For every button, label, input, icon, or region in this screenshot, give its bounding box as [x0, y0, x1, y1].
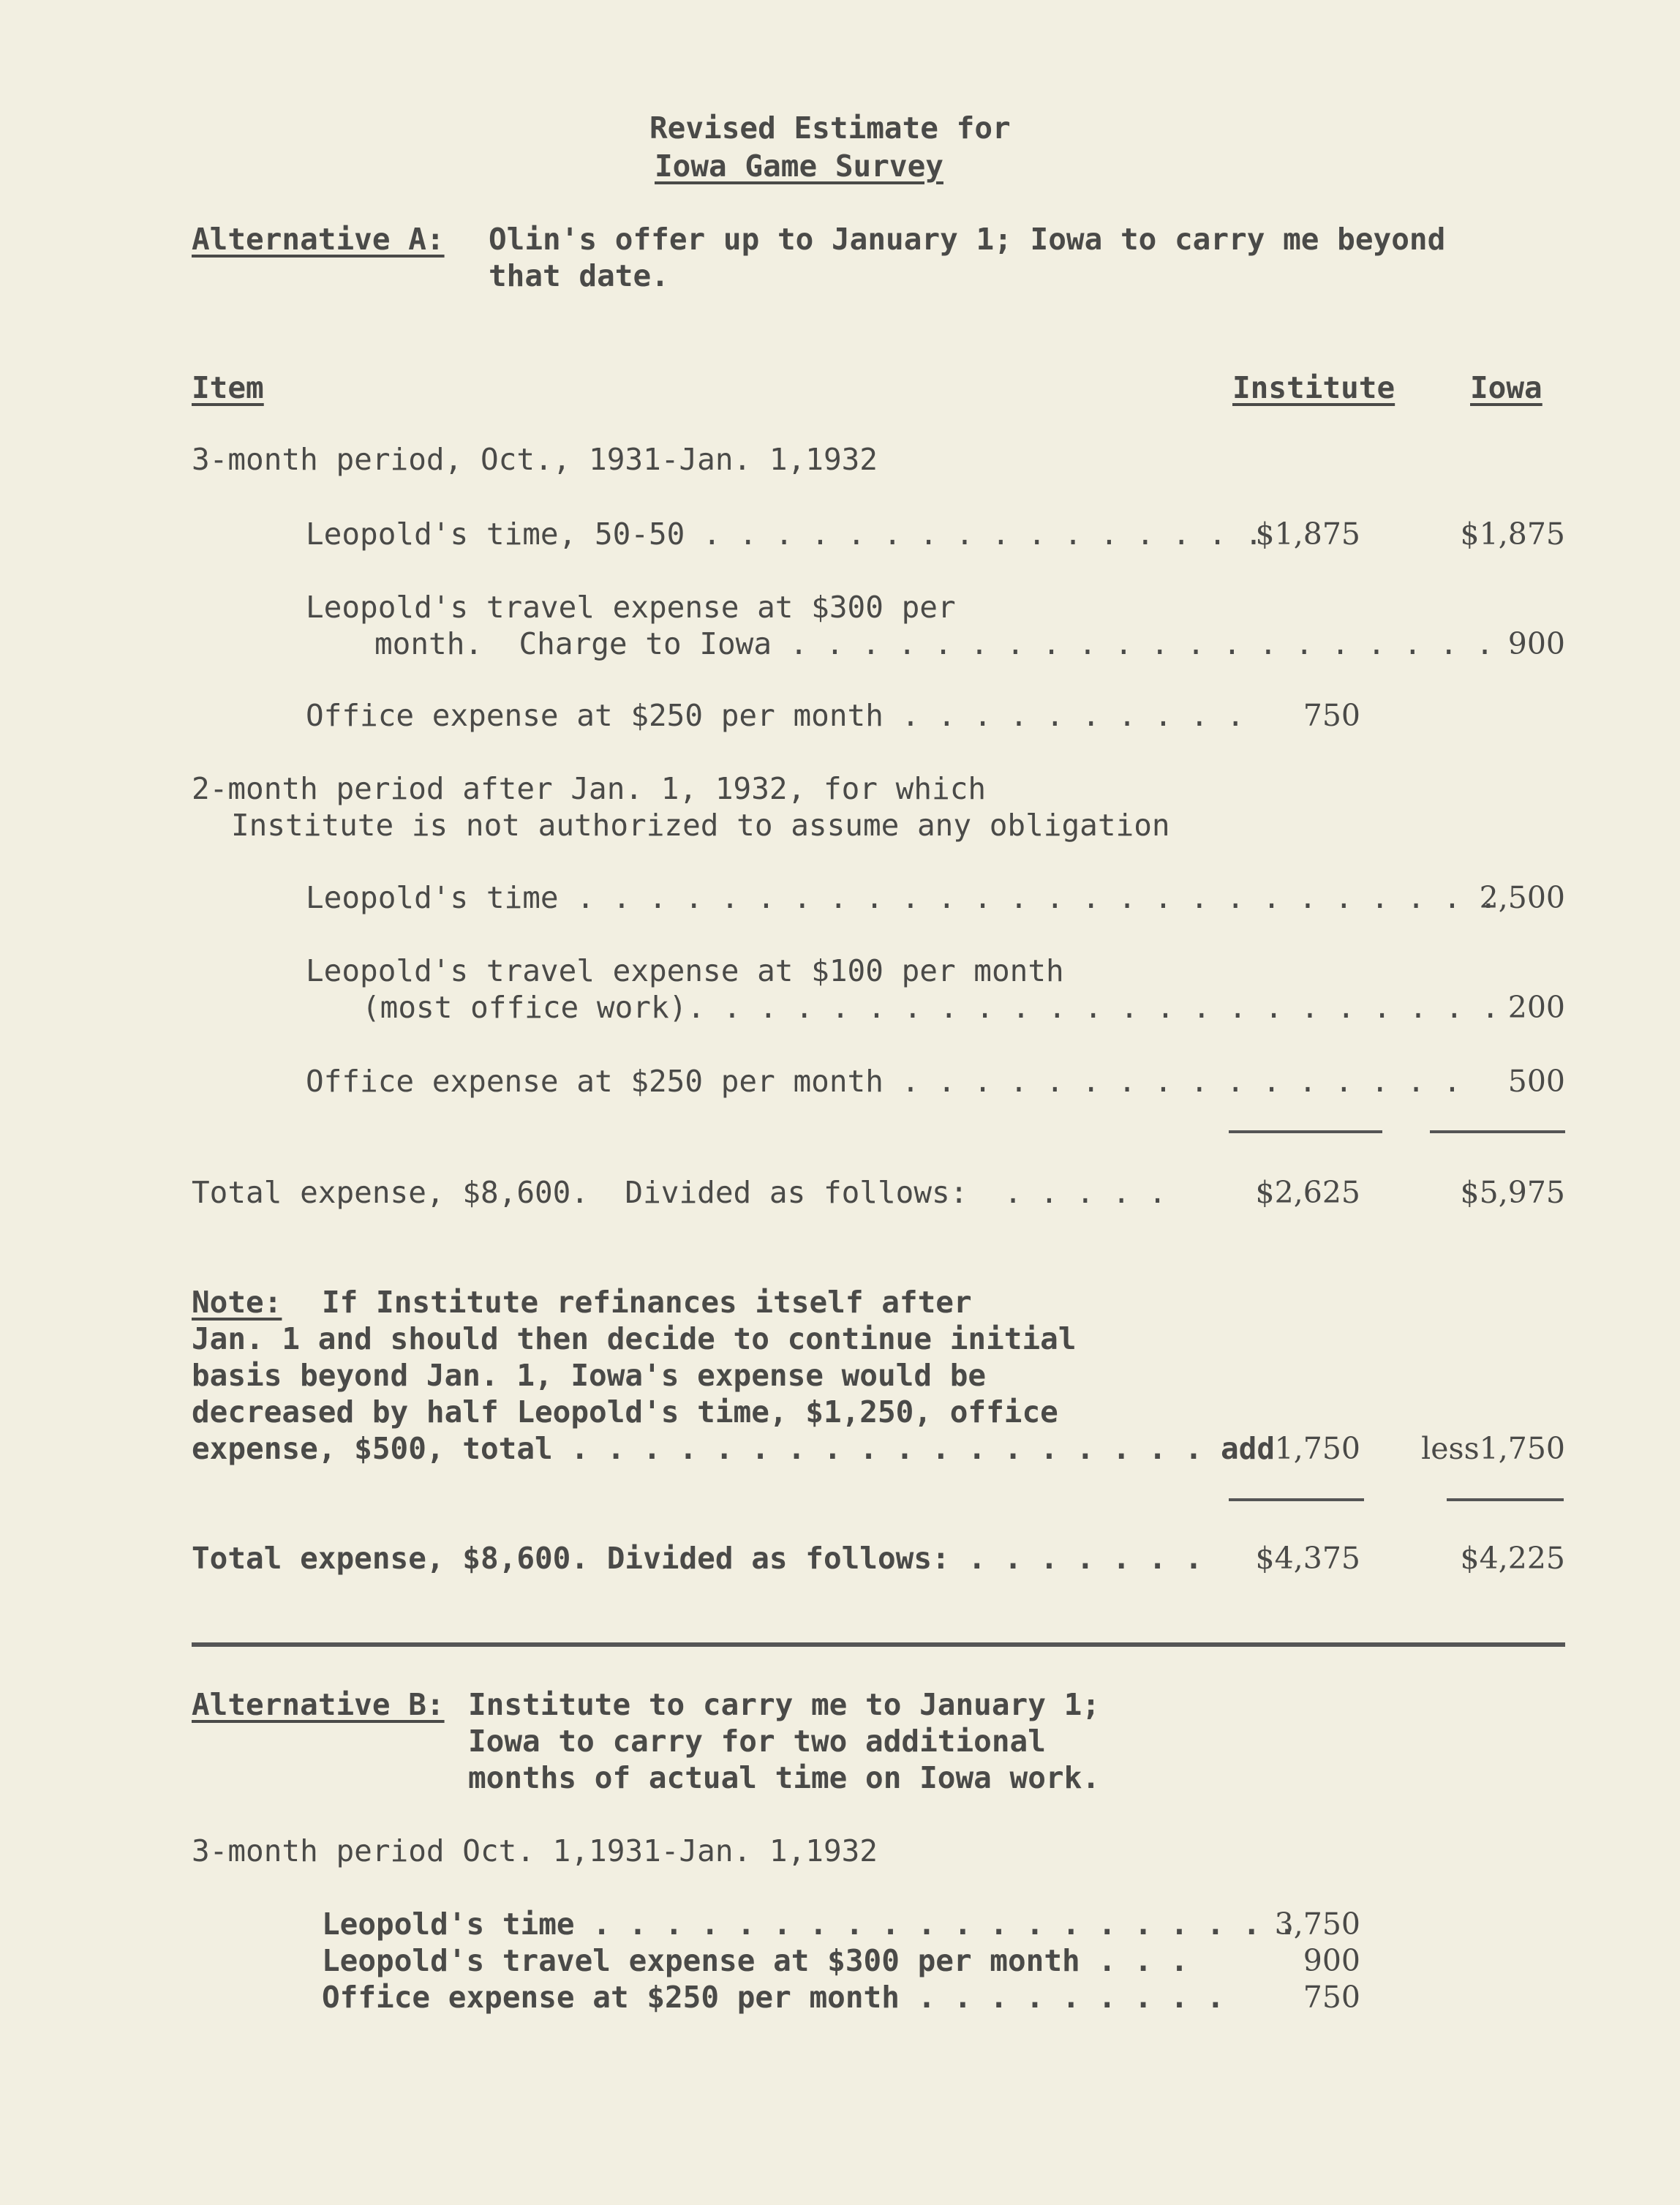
- alt-a-label: Alternative A:: [192, 222, 445, 257]
- period2-office-iowa: 500: [1507, 1064, 1565, 1099]
- period3-travel-institute: 900: [1303, 1943, 1360, 1978]
- period1-time-label: Leopold's time, 50-50 . . . . . . . . . . . . . . . .: [306, 516, 1263, 552]
- sum-rule-iowa-2: [1447, 1498, 1564, 1501]
- total1-label: Total expense, $8,600. Divided as follows: . . . . .: [192, 1175, 1167, 1210]
- period1-heading: 3-month period, Oct., 1931-Jan. 1,1932: [192, 442, 878, 477]
- alt-b-desc-3: months of actual time on Iowa work.: [468, 1760, 1100, 1795]
- period2-travel-iowa: 200: [1507, 990, 1565, 1025]
- note-iowa: less1,750: [1421, 1431, 1565, 1466]
- period3-time-label: Leopold's time . . . . . . . . . . . . . . . . . . . .: [322, 1907, 1297, 1942]
- total1-iowa: $5,975: [1460, 1175, 1565, 1210]
- alt-b-label: Alternative B:: [192, 1687, 445, 1722]
- note-line-1: If Institute refinances itself after: [322, 1285, 972, 1320]
- note-label: Note:: [192, 1285, 282, 1320]
- period2-travel-label-2: (most office work). . . . . . . . . . . . . . . . . . . . . . .: [362, 990, 1500, 1025]
- period1-time-institute: $1,875: [1255, 516, 1360, 552]
- total2-iowa: $4,225: [1460, 1541, 1565, 1576]
- period1-office-label: Office expense at $250 per month . . . . . . . . . .: [306, 698, 1245, 733]
- period3-office-institute: 750: [1303, 1980, 1360, 2015]
- section-divider: [192, 1642, 1565, 1647]
- title-line2: Iowa Game Survey: [655, 149, 943, 184]
- note-line-4: decreased by half Leopold's time, $1,250, office: [192, 1394, 1058, 1430]
- period2-heading-2: Institute is not authorized to assume any obligation: [231, 808, 1170, 843]
- alt-a-desc-1: Olin's offer up to January 1; Iowa to carry me beyond: [489, 222, 1446, 257]
- period3-time-institute: 3,750: [1274, 1907, 1360, 1942]
- period2-office-label: Office expense at $250 per month . . . . . . . . . . . . . . . .: [306, 1064, 1461, 1099]
- period3-travel-label: Leopold's travel expense at $300 per month . . .: [322, 1943, 1189, 1978]
- note-line-2: Jan. 1 and should then decide to continue initial: [192, 1321, 1077, 1356]
- sum-rule-institute-2: [1229, 1498, 1364, 1501]
- alt-b-desc-1: Institute to carry me to January 1;: [468, 1687, 1100, 1722]
- period2-heading-1: 2-month period after Jan. 1, 1932, for which: [192, 771, 987, 806]
- period1-travel-label-1: Leopold's travel expense at $300 per: [306, 590, 956, 625]
- period1-travel-label-2: month. Charge to Iowa . . . . . . . . . . . . . . . . . . . .: [374, 626, 1494, 661]
- sum-rule-institute-1: [1229, 1130, 1382, 1133]
- note-institute: 1,750: [1274, 1431, 1360, 1466]
- note-line-3: basis beyond Jan. 1, Iowa's expense would be: [192, 1358, 987, 1393]
- total2-label: Total expense, $8,600. Divided as follows: . . . . . . .: [192, 1541, 1203, 1576]
- period2-time-label: Leopold's time . . . . . . . . . . . . . . . . . . . . . . . . . .: [306, 880, 1498, 915]
- alt-a-desc-2: that date.: [489, 258, 669, 293]
- note-line-5: expense, $500, total . . . . . . . . . . . . . . . . . . add: [192, 1431, 1276, 1466]
- title-line1: Revised Estimate for: [649, 110, 1011, 146]
- alt-b-desc-2: Iowa to carry for two additional: [468, 1724, 1046, 1759]
- total2-institute: $4,375: [1255, 1541, 1360, 1576]
- period1-office-institute: 750: [1303, 698, 1360, 733]
- header-item: Item: [192, 370, 264, 405]
- header-institute: Institute: [1232, 370, 1395, 405]
- sum-rule-iowa-1: [1430, 1130, 1565, 1133]
- period1-travel-iowa: 900: [1507, 626, 1565, 661]
- period2-travel-label-1: Leopold's travel expense at $100 per month: [306, 953, 1064, 988]
- header-iowa: Iowa: [1470, 370, 1542, 405]
- total1-institute: $2,625: [1255, 1175, 1360, 1210]
- period3-heading: 3-month period Oct. 1,1931-Jan. 1,1932: [192, 1833, 878, 1868]
- period3-office-label: Office expense at $250 per month . . . . . . . . .: [322, 1980, 1225, 2015]
- period2-time-iowa: 2,500: [1479, 880, 1565, 915]
- period1-time-iowa: $1,875: [1460, 516, 1565, 552]
